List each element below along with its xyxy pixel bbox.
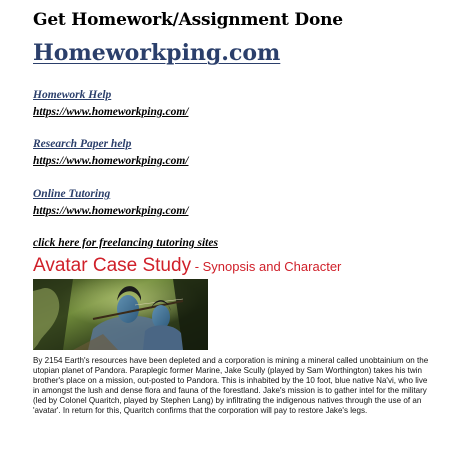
case-study-title xyxy=(33,255,341,277)
freelancing-tutoring-link[interactable]: click here for freelancing tutoring sites xyxy=(33,237,218,249)
page-heading: Get Homework/Assignment Done xyxy=(33,10,343,30)
research-paper-help-url[interactable]: https://www.homeworkping.com/ xyxy=(33,155,189,167)
case-study-synopsis: By 2154 Earth's resources have been depleted and a corporation is mining a mineral called unobtainium on the utopian planet of Pandora. Paraplegic former Marine, Jake Scully (played by Sam Worthington) takes his twin brother's place on a mission, out-posted to Pandora. This is inhabited by the 10 foot, blue native Na'vi, who live in amongst the lush and dense flora and fauna of the forestland. Jake's mission is to gather intel for the military (led by Colonel Quaritch, played by Stephen Lang) by infiltrating the indigenous natives through the use of an 'avatar'. In return for this, Quaritch confirms that the corporation will pay to restore Jake's legs. xyxy=(33,356,429,415)
online-tutoring-link[interactable]: Online Tutoring xyxy=(33,188,111,200)
site-name-link[interactable]: Homeworkping.com xyxy=(33,40,281,66)
online-tutoring-url[interactable]: https://www.homeworkping.com/ xyxy=(33,205,189,217)
case-study-title-main: Avatar Case Study xyxy=(33,255,192,276)
avatar-movie-still-image xyxy=(33,279,208,350)
research-paper-help-link[interactable]: Research Paper help xyxy=(33,138,132,150)
homework-help-link[interactable]: Homework Help xyxy=(33,89,112,101)
case-study-title-sub: - Synopsis and Character xyxy=(191,259,342,274)
homework-help-url[interactable]: https://www.homeworkping.com/ xyxy=(33,106,189,118)
